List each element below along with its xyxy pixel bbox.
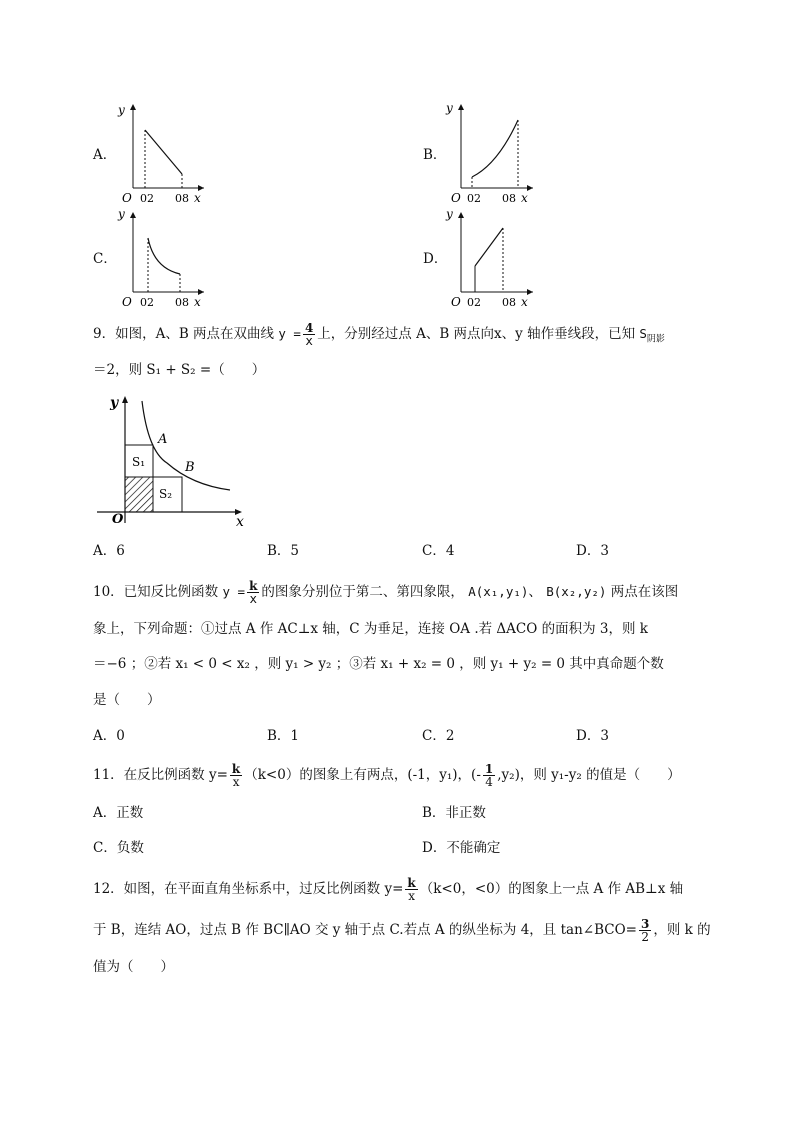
q12-fraction-2 xyxy=(639,918,651,943)
frac-numerator: 4 xyxy=(304,321,314,335)
tick-02: 02 xyxy=(467,296,481,308)
q11-option-a: A．正数 xyxy=(93,805,144,821)
q11-option-c: C．负数 xyxy=(93,840,144,856)
q9-s-shadow: S xyxy=(639,326,647,341)
q9-line1 xyxy=(93,322,665,349)
q11-option-b: B．非正数 xyxy=(422,805,486,821)
frac-denominator: 4 xyxy=(485,775,493,789)
graph-b xyxy=(443,98,543,204)
q10-line3: ＝−6 ；②若 x₁ < 0 < x₂ ，则 y₁ > y₂ ；③若 x₁ + x₂ = 0 ，则 y₁ + y₂ = 0 其中真命题个数 xyxy=(93,656,664,672)
curve-d xyxy=(475,228,503,266)
tick-02: 02 xyxy=(140,192,154,204)
origin-label: O xyxy=(122,295,132,308)
axis-y-label: y xyxy=(118,207,125,221)
origin-label: O xyxy=(451,191,461,204)
graph-c xyxy=(112,202,212,308)
option-c-label: C． xyxy=(93,251,117,267)
tick-08: 08 xyxy=(175,296,189,308)
tick-08: 08 xyxy=(175,192,189,204)
axis-y-label: y xyxy=(446,101,453,115)
q12-text-b: （k<0，<0）的图象上一点 A 作 AB⊥x 轴 xyxy=(419,881,684,897)
curve-c xyxy=(148,238,180,274)
graph-d xyxy=(443,202,543,308)
q12-text-d: ，则 k 的 xyxy=(653,922,711,938)
frac-numerator: k xyxy=(249,579,258,593)
axis-y-label: y xyxy=(118,103,125,117)
s1-label: S₁ xyxy=(132,455,146,469)
q9-line2: ＝2，则 S₁ + S₂ =（ ） xyxy=(93,362,266,378)
q11-text-a: 11．在反比例函数 y= xyxy=(93,767,228,783)
q10-text-a: 10．已知反比例函数 xyxy=(93,584,219,600)
frac-numerator: 3 xyxy=(640,917,650,931)
q11-line1 xyxy=(93,763,681,788)
q10-line2: 象上，下列命题：①过点 A 作 AC⊥x 轴，C 为垂足，连接 OA .若 ΔACO 的面积为 3，则 k xyxy=(93,621,648,637)
q9-func: y = xyxy=(278,326,301,341)
origin-label: O xyxy=(451,295,461,308)
q9-option-d: D．3 xyxy=(576,543,609,559)
q12-line1 xyxy=(93,877,683,902)
frac-denominator: 2 xyxy=(641,930,649,944)
axis-x-label: x xyxy=(521,295,528,308)
q9-mid: 上，分别经过点 A、B 两点向x、y 轴作垂线段，已知 xyxy=(317,326,636,342)
q12-line2 xyxy=(93,918,711,943)
q10-option-a: A．0 xyxy=(93,728,125,744)
q9-figure xyxy=(92,393,252,529)
q9-option-a: A．6 xyxy=(93,543,125,559)
q9-fraction xyxy=(303,322,315,347)
q12-fraction xyxy=(405,877,417,902)
point-b-label: B xyxy=(185,460,195,475)
frac-numerator: 1 xyxy=(484,762,494,776)
axis-x-label: x xyxy=(194,191,201,204)
q10-option-d: D．3 xyxy=(576,728,609,744)
q9-s-shadow-sub: 阴影 xyxy=(646,334,665,345)
frac-denominator: x xyxy=(305,333,313,348)
origin-label: O xyxy=(122,191,132,204)
q10-line1 xyxy=(93,580,678,605)
q9-option-b: B．5 xyxy=(267,543,300,559)
frac-numerator: k xyxy=(231,762,241,776)
tick-02: 02 xyxy=(140,296,154,308)
q10-sep: 、 xyxy=(528,584,542,600)
axis-y-label: y xyxy=(446,207,453,221)
q9-prefix: 9．如图，A、B 两点在双曲线 xyxy=(93,326,275,342)
y-axis-label: y xyxy=(110,395,119,411)
curve-a xyxy=(145,130,182,174)
frac-denominator: x xyxy=(232,775,240,789)
axis-x-label: x xyxy=(521,191,528,204)
q10-option-c: C．2 xyxy=(422,728,455,744)
q10-text-c: 两点在该图 xyxy=(610,584,679,600)
tick-08: 08 xyxy=(502,192,516,204)
q11-text-c: ,y₂)，则 y₁-y₂ 的值是（ ） xyxy=(497,767,681,783)
option-a-label: A． xyxy=(93,147,117,163)
q11-fraction xyxy=(230,763,242,788)
q12-text-c: 于 B，连结 AO，过点 B 作 BC∥AO 交 y 轴于点 C.若点 A 的纵坐标为 4，且 tan∠BCO= xyxy=(93,922,637,938)
frac-denominator: x xyxy=(408,889,415,903)
q11-option-d: D．不能确定 xyxy=(422,840,501,856)
frac-numerator: k xyxy=(407,876,416,890)
q10-option-b: B．1 xyxy=(267,728,300,744)
curve-b xyxy=(472,120,518,177)
tick-08: 08 xyxy=(502,296,516,308)
frac-denominator: x xyxy=(249,591,257,606)
tick-02: 02 xyxy=(467,192,481,204)
q10-text-b: 的图象分别位于第二、第四象限， xyxy=(261,584,464,600)
q11-fraction-2 xyxy=(483,763,495,788)
option-b-label: B． xyxy=(423,147,447,163)
q11-text-b: （k<0）的图象上有两点，(-1，y₁)，(- xyxy=(244,767,481,783)
q10-func: y = xyxy=(222,584,246,599)
origin-label: O xyxy=(112,512,124,527)
q10-point-b: B(x₂,y₂) xyxy=(546,584,607,599)
point-a-label: A xyxy=(158,432,168,447)
q10-fraction xyxy=(247,580,259,605)
q10-line4: 是（ ） xyxy=(93,692,161,708)
shaded-region xyxy=(125,477,153,512)
option-d-label: D． xyxy=(423,251,448,267)
q10-point-a: A(x₁,y₁) xyxy=(468,584,529,599)
s2-label: S₂ xyxy=(159,487,173,501)
q12-line3: 值为（ ） xyxy=(93,959,174,975)
q12-text-a: 12．如图，在平面直角坐标系中，过反比例函数 y= xyxy=(93,881,404,897)
q9-option-c: C．4 xyxy=(422,543,455,559)
x-axis-label: x xyxy=(236,514,244,529)
graph-a xyxy=(112,98,212,204)
axis-x-label: x xyxy=(194,295,201,308)
